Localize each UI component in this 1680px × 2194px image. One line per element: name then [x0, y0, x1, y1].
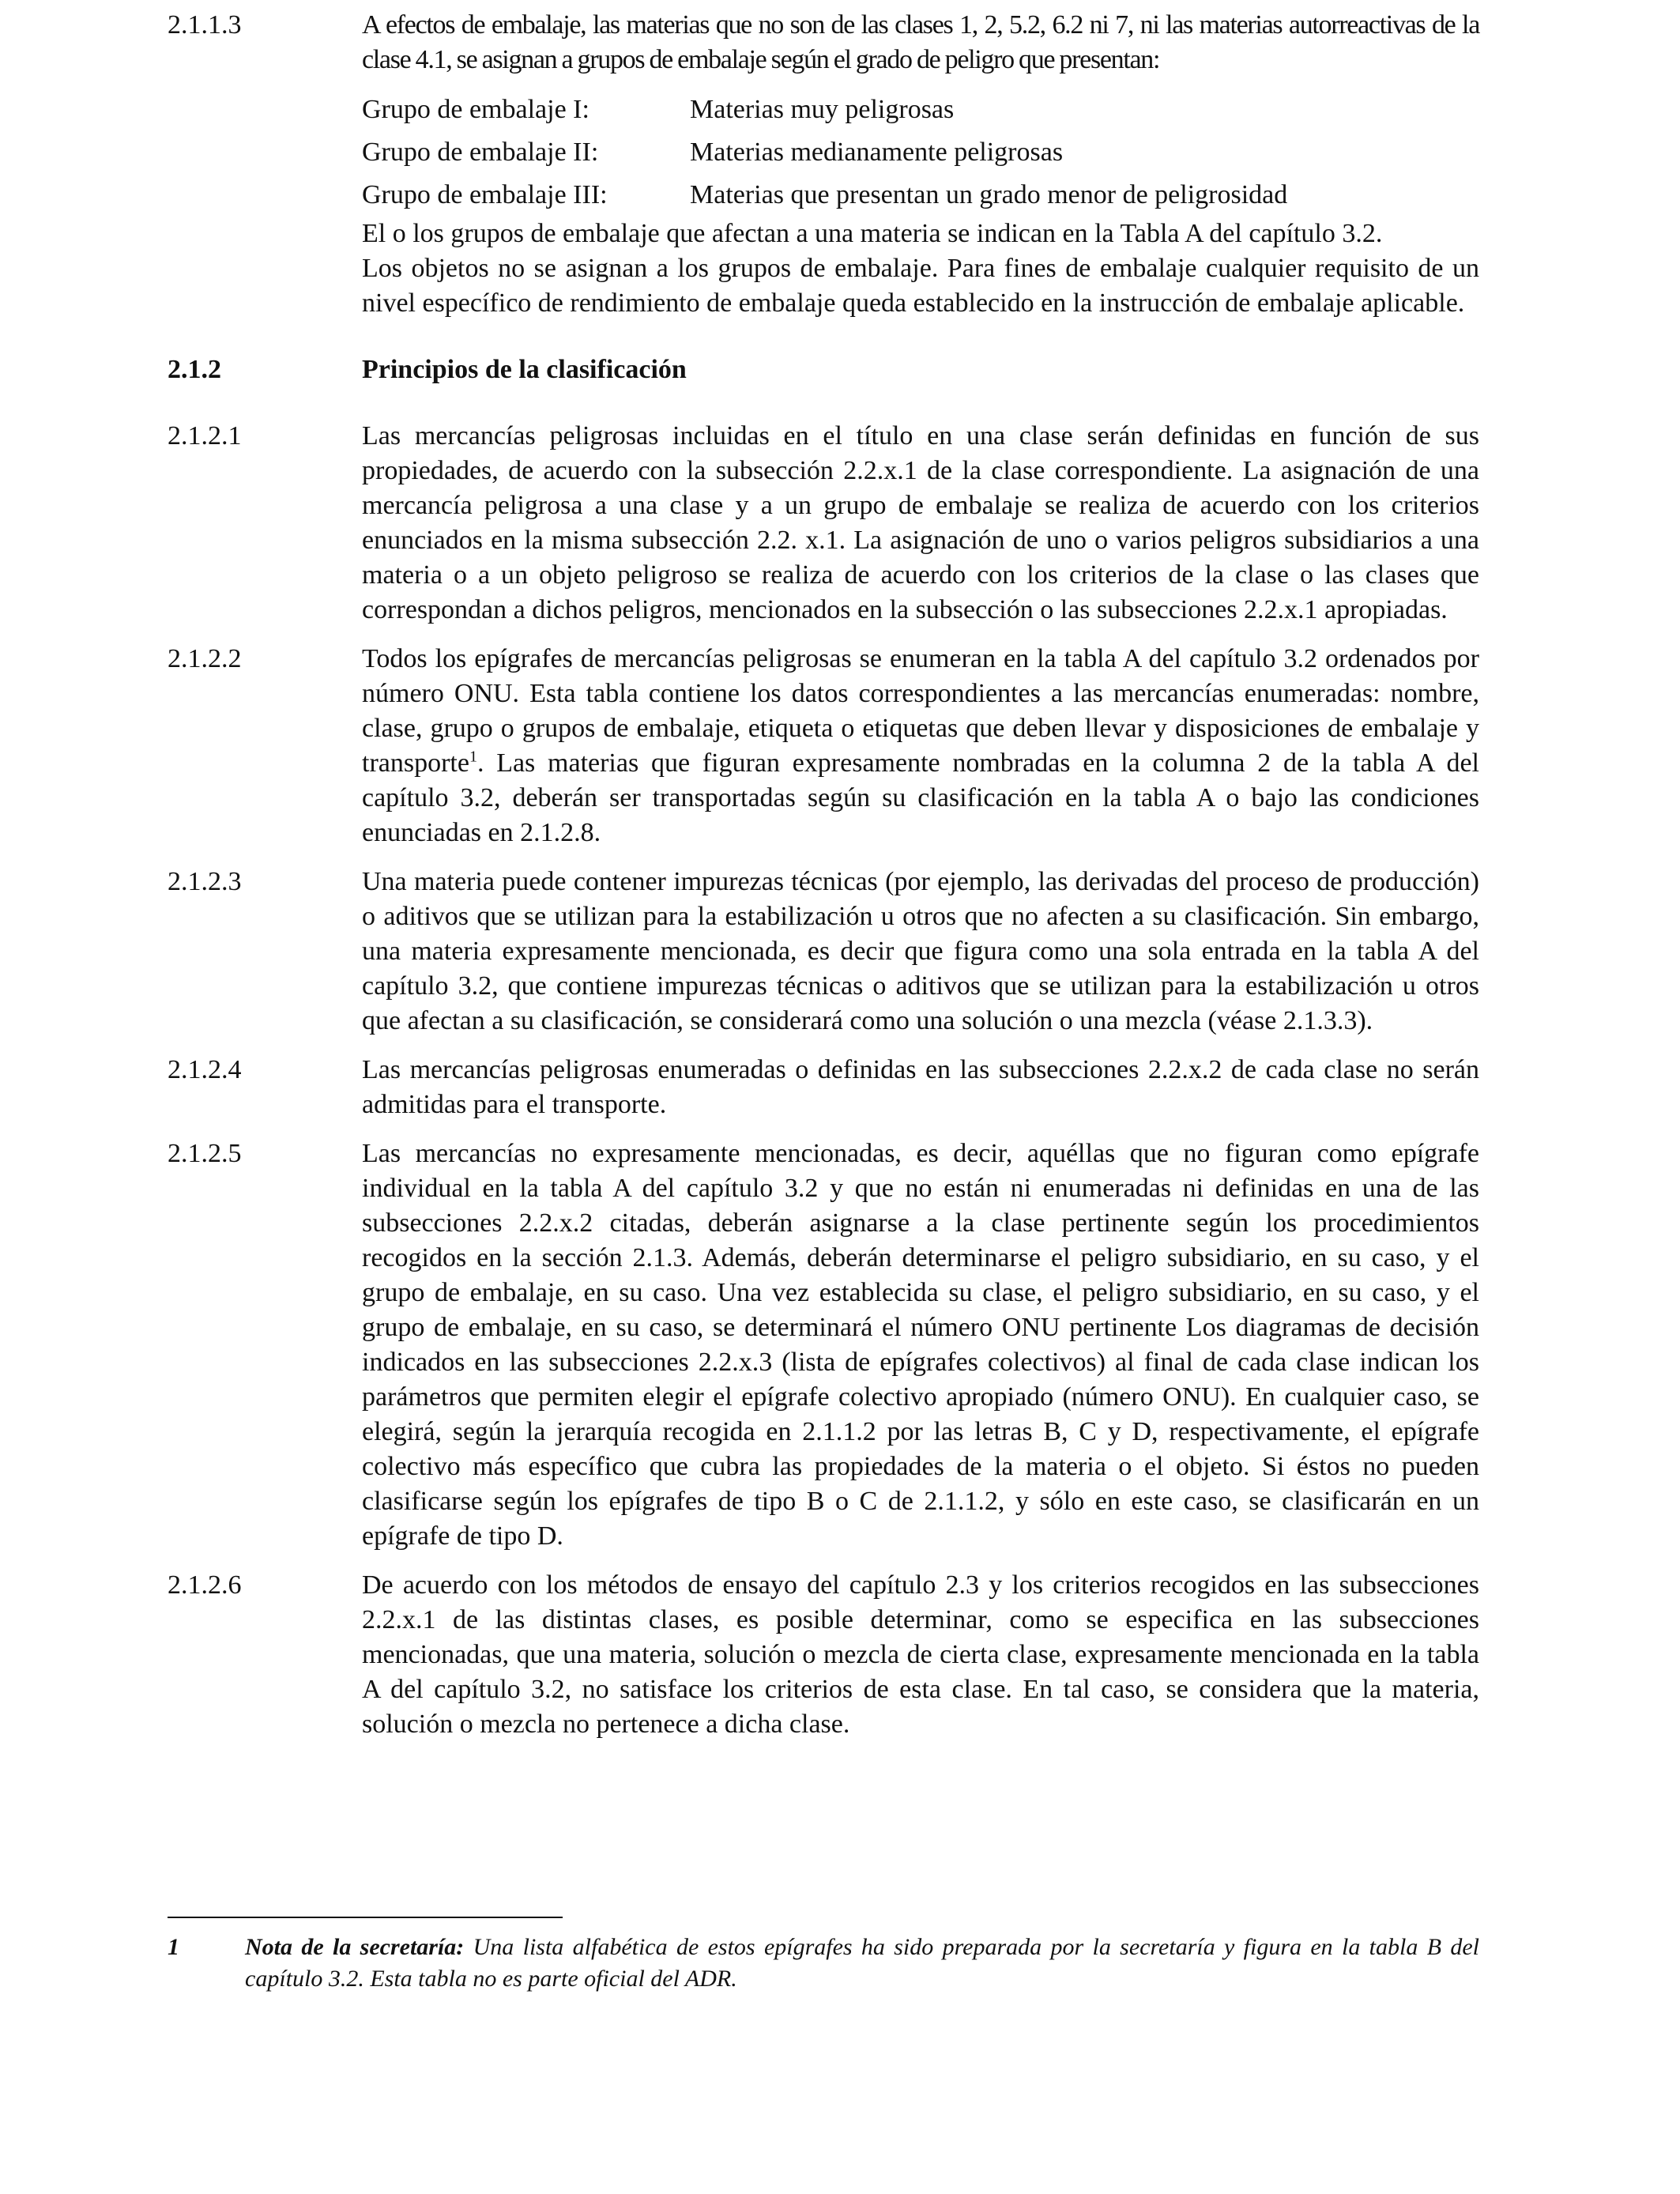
section-2-1-2-5	[168, 1137, 1479, 1554]
packing-group-row	[362, 131, 1479, 174]
footnote-divider	[168, 1917, 563, 1918]
paragraph: El o los grupos de embalaje que afectan a una materia se indican en la Tabla A del capítulo 3.2.	[362, 219, 1383, 248]
section-number: 2.1.2.1	[168, 421, 242, 450]
section-text: Las mercancías peligrosas enumeradas o definidas en las subsecciones 2.2.x.2 de cada clase no serán admitidas para el transporte.	[362, 1055, 1479, 1119]
section-number: 2.1.2.3	[168, 867, 242, 896]
text-before-footnote: Todos los epígrafes de mercancías peligrosas se enumeran en la tabla A del capítulo 3.2 ordenados por número ONU. Esta tabla contiene los datos correspondientes a las mercancías enumeradas: nombre, clase, grupo o grupos de embalaje, etiqueta o etiquetas que deben llevar y disposiciones de embalaje y transporte	[362, 644, 1479, 778]
section-text: Las mercancías peligrosas incluidas en el título en una clase serán definidas en función de sus propiedades, de acuerdo con la subsección 2.2.x.1 de la clase correspondiente. La asignación de una mercancía peligrosa a una clase y a un grupo de embalaje se realiza de acuerdo con los criterios enunciados en la misma subsección 2.2. x.1. La asignación de uno o varios peligros subsidiarios a una materia o a un objeto peligroso se realiza de acuerdo con los criterios de la clase o las clases que correspondan a dichos peligros, mencionados en la subsección o las subsecciones 2.2.x.1 apropiadas.	[362, 421, 1479, 624]
section-number: 2.1.2	[168, 355, 221, 384]
packing-group-row	[362, 89, 1479, 131]
packing-group-description: Materias que presentan un grado menor de peligrosidad	[690, 180, 1288, 209]
footnote-mark: 1	[168, 1934, 179, 1960]
packing-group-description: Materias medianamente peligrosas	[690, 138, 1064, 167]
packing-group-label: Grupo de embalaje II:	[362, 138, 599, 167]
section-2-1-2-2	[168, 642, 1479, 850]
section-intro: A efectos de embalaje, las materias que no son de las clases 1, 2, 5.2, 6.2 ni 7, ni las materias autorreactivas de la clase 4.1, se asignan a grupos de embalaje según el grado de peligro que presentan:	[362, 10, 1479, 74]
section-body	[362, 8, 1479, 321]
footnote-text: Una lista alfabética de estos epígrafes ha sido preparada por la secretaría y figura en la tabla B del capítulo 3.2. Esta tabla no es parte oficial del ADR.	[245, 1934, 1480, 1992]
packing-group-label: Grupo de embalaje I:	[362, 95, 590, 124]
packing-group-row	[362, 174, 1479, 217]
document-page	[168, 8, 1479, 1742]
section-2-1-2-1	[168, 419, 1479, 628]
section-text	[362, 642, 1479, 850]
section-title: Principios de la clasificación	[362, 355, 687, 384]
section-text: Una materia puede contener impurezas técnicas (por ejemplo, las derivadas del proceso de producción) o aditivos que se utilizan para la estabilización u otros que no afecten a su clasificación. Sin embargo, una materia expresamente mencionada, es decir que figura como una sola entrada en la tabla A del capítulo 3.2, que contiene impurezas técnicas o aditivos que se utilizan para la estabilización u otros que afectan a su clasificación, se considerará como una solución o una mezcla (véase 2.1.3.3).	[362, 867, 1479, 1035]
footnote-lead: Nota de la secretaría:	[245, 1934, 465, 1960]
section-heading-2-1-2	[168, 352, 1479, 387]
section-number: 2.1.2.5	[168, 1139, 242, 1168]
section-number: 2.1.2.2	[168, 644, 242, 673]
section-2-1-1-3	[168, 8, 1479, 321]
section-number: 2.1.1.3	[168, 10, 242, 40]
packing-group-description: Materias muy peligrosas	[690, 95, 955, 124]
footnote	[168, 1932, 1479, 1995]
section-text: Las mercancías no expresamente mencionadas, es decir, aquéllas que no figuran como epígrafe individual en la tabla A del capítulo 3.2 y que no están ni enumeradas ni definidas en una de las subsecciones 2.2.x.2 citadas, deberán asignarse a la clase pertinente según los procedimientos recogidos en la sección 2.1.3. Además, deberán determinarse el peligro subsidiario, en su caso, y el grupo de embalaje, en su caso. Una vez establecida su clase, el peligro subsidiario, en su caso, y el grupo de embalaje, en su caso, se determinará el número ONU pertinente Los diagramas de decisión indicados en las subsecciones 2.2.x.3 (lista de epígrafes colectivos) al final de cada clase indican los parámetros que permiten elegir el epígrafe colectivo apropiado (número ONU). En cualquier caso, se elegirá, según la jerarquía recogida en 2.1.1.2 por las letras B, C y D, respectivamente, el epígrafe colectivo más específico que cubra las propiedades de la materia o el objeto. Si éstos no pueden clasificarse según los epígrafes de tipo B o C de 2.1.1.2, y sólo en este caso, se clasificarán en un epígrafe de tipo D.	[362, 1139, 1479, 1551]
section-2-1-2-6	[168, 1568, 1479, 1742]
paragraph: Los objetos no se asignan a los grupos de embalaje. Para fines de embalaje cualquier requisito de un nivel específico de rendimiento de embalaje queda establecido en la instrucción de embalaje aplicable.	[362, 254, 1479, 318]
footnote-reference: 1	[469, 748, 477, 766]
section-number: 2.1.2.4	[168, 1055, 242, 1084]
section-2-1-2-3	[168, 865, 1479, 1039]
section-2-1-2-4	[168, 1053, 1479, 1122]
text-after-footnote: . Las materias que figuran expresamente nombradas en la columna 2 de la tabla A del capítulo 3.2, deberán ser transportadas según su clasificación en la tabla A o bajo las condiciones enunciadas en 2.1.2.8.	[362, 748, 1479, 847]
packing-groups-list	[362, 89, 1479, 217]
footnote-body	[245, 1932, 1479, 1995]
section-number: 2.1.2.6	[168, 1570, 242, 1600]
section-text: De acuerdo con los métodos de ensayo del capítulo 2.3 y los criterios recogidos en las subsecciones 2.2.x.1 de las distintas clases, es posible determinar, como se especifica en las subsecciones mencionadas, que una materia, solución o mezcla de cierta clase, expresamente mencionada en la tabla A del capítulo 3.2, no satisface los criterios de esta clase. En tal caso, se considera que la materia, solución o mezcla no pertenece a dicha clase.	[362, 1570, 1479, 1739]
packing-group-label: Grupo de embalaje III:	[362, 180, 608, 209]
